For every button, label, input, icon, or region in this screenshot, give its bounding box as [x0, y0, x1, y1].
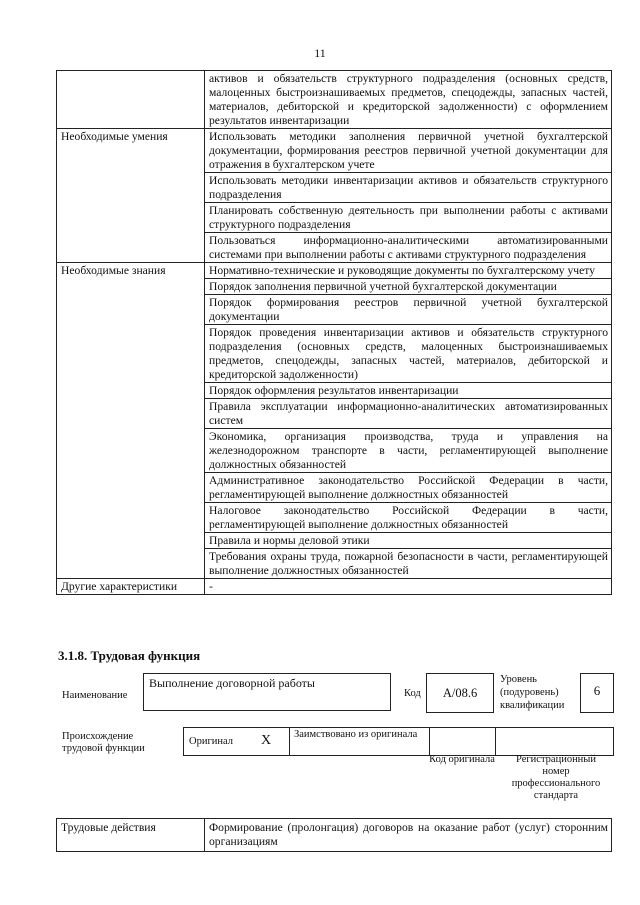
row-item: Планировать собственную деятельность при выполнении работы с активами структурного подразделения	[205, 203, 612, 233]
row-item: Административное законодательство Российской Федерации в части, регламентирующей выполнение должностных обязанностей	[205, 473, 612, 503]
level-value: 6	[580, 673, 614, 713]
code-original-cell	[429, 727, 497, 756]
row-label: Необходимые знания	[57, 263, 205, 579]
reg-number-label: Регистрационный номер профессионального стандарта	[511, 754, 601, 801]
table-row	[57, 263, 612, 279]
row-item: Экономика, организация производства, труда и управления на железнодорожном транспорте в части, регламентирующей выполнение должностных обязанностей	[205, 429, 612, 473]
row-label: Необходимые умения	[57, 129, 205, 263]
labor-actions-row	[57, 819, 612, 852]
code-original-label: Код оригинала	[429, 754, 495, 765]
row-item: Порядок оформления результатов инвентаризации	[205, 383, 612, 399]
original-label: Оригинал	[189, 736, 233, 747]
table-row	[57, 129, 612, 173]
reg-number-cell	[495, 727, 614, 756]
original-cell	[183, 727, 291, 756]
requirements-table	[56, 70, 612, 595]
row-item: Налоговое законодательство Российской Федерации в части, регламентирующей выполнение должностных обязанностей	[205, 503, 612, 533]
borrowed-label: Заимствовано из оригинала	[294, 729, 418, 740]
row-item: Порядок заполнения первичной учетной бухгалтерской документации	[205, 279, 612, 295]
section-title: 3.1.8. Трудовая функция	[58, 648, 201, 663]
origin-label: Происхождение трудовой функции	[62, 731, 145, 754]
row-item: -	[205, 579, 612, 595]
labor-actions-value: Формирование (пролонгация) договоров на оказание работ (услуг) сторонним организациям	[205, 819, 612, 852]
row-item: Правила и нормы деловой этики	[205, 533, 612, 549]
row-item: активов и обязательств структурного подразделения (основных средств, малоценных быстроизнашиваемых предметов, спецодежды, запасных частей, материалов, дебиторской и кредиторской задолженности) с оформлением результатов инвентаризации	[205, 71, 612, 129]
row-item: Нормативно-технические и руководящие документы по бухгалтерскому учету	[205, 263, 612, 279]
borrowed-cell	[289, 727, 431, 756]
level-label: Уровень (подуровень) квалификации	[500, 674, 565, 711]
name-label: Наименование	[62, 690, 128, 701]
row-item: Пользоваться информационно-аналитическими автоматизированными системами при выполнении работы с активами структурного подразделения	[205, 233, 612, 263]
table-row	[57, 71, 612, 129]
row-item: Требования охраны труда, пожарной безопасности в части, регламентирующей выполнение должностных обязанностей	[205, 549, 612, 579]
code-value: А/08.6	[426, 673, 494, 713]
code-label: Код	[404, 688, 421, 699]
row-item: Правила эксплуатации информационно-аналитических автоматизированных систем	[205, 399, 612, 429]
row-item: Использовать методики инвентаризации активов и обязательств структурного подразделения	[205, 173, 612, 203]
name-value: Выполнение договорной работы	[143, 673, 391, 711]
row-item: Порядок проведения инвентаризации активов и обязательств структурного подразделения (основных средств, малоценных быстроизнашиваемых предметов, спецодежды, запасных частей, материалов, дебиторской и кредиторской задолженности)	[205, 325, 612, 383]
labor-actions-label: Трудовые действия	[57, 819, 205, 852]
table-row	[57, 579, 612, 595]
labor-actions-table	[56, 818, 612, 852]
original-mark: X	[261, 733, 272, 748]
row-label: Другие характеристики	[57, 579, 205, 595]
row-label	[57, 71, 205, 129]
page-number: 11	[314, 46, 326, 60]
row-item: Использовать методики заполнения первичной учетной бухгалтерской документации, формирования реестров первичной учетной документации для отражения в бухгалтерском учете	[205, 129, 612, 173]
row-item: Порядок формирования реестров первичной учетной бухгалтерской документации	[205, 295, 612, 325]
